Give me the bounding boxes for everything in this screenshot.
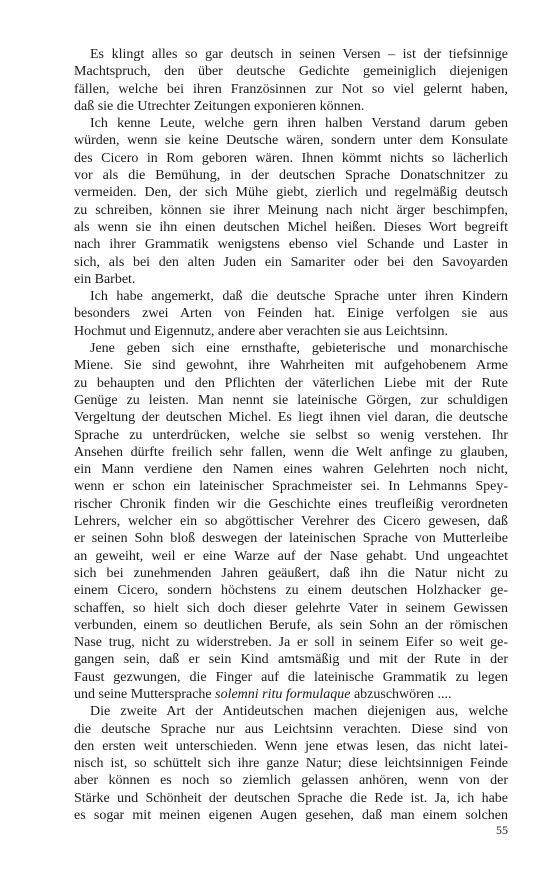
text-line: gangen sein, daß er sein Kind amtsmäßig und mit der Rute in der	[74, 652, 508, 668]
text-line: würden, wenn sie keine Deutsche wären, sondern unter dem Konsulate	[74, 133, 508, 149]
text-line: es sogar mit meinen eigenen Augen gesehen, daß man einem solchen	[74, 808, 508, 824]
text-line: den ersten weit unterschieden. Wenn jene etwas lesen, das nicht latei-	[74, 738, 508, 754]
text-line-with-italic	[74, 686, 508, 703]
text-line: sich, als bei den alten Juden ein Samariter oder bei den Savoyarden	[74, 254, 508, 270]
page-number: 55	[496, 823, 508, 837]
text-line: nisch ist, so schüttelt sich ihre ganze Natur; diese leichtsinnigen Feinde	[74, 756, 508, 772]
text-segment: und seine Muttersprache	[74, 686, 216, 702]
text-line: Vergeltung der deutschen Michel. Es liegt ihnen viel daran, die deutsche	[74, 410, 508, 426]
text-segment: abzuschwören ....	[350, 686, 452, 702]
text-line: zu schreiben, können sie ihrer Meinung nach nicht ärger beschimpfen,	[74, 202, 508, 218]
paragraph	[74, 288, 508, 340]
text-line: einem Cicero, sondern höchstens zu einem deutschen Holzhacker ge-	[74, 583, 508, 599]
text-line: Ich kenne Leute, welche gern ihren halben Verstand darum geben	[90, 116, 508, 132]
text-line: ein Mann verdiene den Namen eines wahren Gelehrten noch nicht,	[74, 462, 508, 478]
text-line: daß sie die Utrechter Zeitungen exponieren können.	[74, 98, 365, 114]
text-line: Es klingt alles so gar deutsch in seinen Versen – ist der tiefsinnige	[90, 47, 508, 62]
text-line: an geweiht, weil er eine Warze auf der Nase gehabt. Und ungeachtet	[74, 548, 508, 564]
text-line: Hochmut und Eigennutz, andere aber verachten sie aus Leichtsinn.	[74, 323, 448, 339]
paragraph	[74, 46, 508, 115]
paragraph	[74, 115, 508, 288]
text-line: verbunden, einem so deutlichen Berufe, als sein Sohn an der römischen	[74, 617, 508, 633]
text-line: Machtspruch, den über deutsche Gedichte gemeiniglich diejenigen	[74, 64, 508, 80]
text-line: als wenn sie ihn einen deutschen Michel heißen. Dieses Wort begreift	[74, 219, 508, 235]
text-line: die deutsche Sprache nur aus Leichtsinn verachten. Diese sind von	[74, 721, 508, 737]
italic-latin-phrase: solemni ritu formulaque	[215, 686, 351, 702]
text-line: Miene. Sie sind gewohnt, ihre Wahrheiten mit aufgehobenem Arme	[74, 358, 508, 374]
text-line: nach ihrer Grammatik wenigstens ebenso viel Schande und Laster in	[74, 237, 508, 253]
text-line: vor als die Bemühung, in der deutschen Sprache Donatschnitzer zu	[74, 168, 508, 184]
text-line: Ansehen dürfte freilich sehr fallen, wenn die Welt anfinge zu glauben,	[74, 444, 508, 460]
body-text	[74, 46, 508, 824]
text-line: Nase trug, nicht zu widerstreben. Ja er soll in seinem Eifer so weit ge-	[74, 635, 508, 651]
text-line: Jene geben sich eine ernsthafte, gebieterische und monarchische	[90, 341, 508, 357]
text-line: ein Barbet.	[74, 271, 136, 287]
text-line: sich bei zunehmenden Jahren geäußert, daß ihn die Natur nicht zu	[74, 565, 508, 581]
text-line: Stärke und Schönheit der deutschen Sprache die Rede ist. Ja, ich habe	[74, 790, 508, 806]
text-line: Lehrers, welcher ein so abgöttischer Verehrer des Cicero gewesen, daß	[74, 514, 508, 530]
text-line: Sprache zu unterdrücken, welche sie selbst so wenig verstehen. Ihr	[74, 427, 508, 443]
paragraph	[74, 703, 508, 824]
text-line: Ich habe angemerkt, daß die deutsche Sprache unter ihren Kindern	[90, 289, 508, 305]
text-line: rischer Chronik finden wir die Geschichte eines treufleißig verordneten	[74, 496, 508, 512]
text-line: schaffen, so hielt sich doch dieser gelehrte Vater in seinem Gewissen	[74, 600, 508, 616]
text-line: Faust gezwungen, die Finger auf die lateinische Grammatik zu legen	[74, 669, 508, 685]
paragraph	[74, 340, 508, 703]
text-line: zu behaupten und den Pflichten der väterlichen Liebe mit der Rute	[74, 375, 508, 391]
text-line: besonders zwei Arten von Feinden hat. Einige verfolgen sie aus	[74, 306, 508, 322]
text-line: Die zweite Art der Antideutschen machen diejenigen aus, welche	[90, 704, 508, 720]
text-line: fällen, welche bei ihren Französinnen zur Not so viel gelernt haben,	[74, 81, 508, 97]
text-line: des Cicero in Rom geboren wären. Ihnen kömmt nichts so lächerlich	[74, 150, 508, 166]
text-line: er seinen Sohn bloß deswegen der lateinischen Sprache von Mutterleibe	[74, 531, 508, 547]
text-line: wenn er schon ein lateinischer Sprachmeister sei. In Lehmanns Spey-	[74, 479, 508, 495]
text-line: vermeiden. Den, der sich Mühe giebt, zierlich und regelmäßig deutsch	[74, 185, 508, 201]
text-line: Genüge zu leisten. Man nennt sie lateinische Görgen, zur schuldigen	[74, 392, 508, 408]
text-line: aber können es noch so ziemlich gelassen anhören, wenn von der	[74, 773, 508, 789]
